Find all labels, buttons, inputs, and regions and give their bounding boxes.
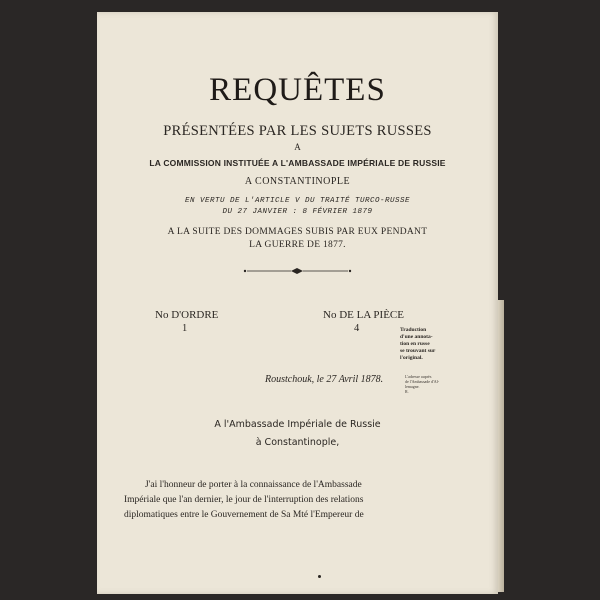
document-title: REQUÊTES [209,72,386,108]
piece-label: No DE LA PIÈCE [323,309,404,321]
city-line: A CONSTANTINOPLE [244,176,351,187]
damages-line-1: A LA SUITE DES DOMMAGES SUBIS PAR EUX PENDANT [167,227,428,237]
page-dot [318,575,321,578]
paragraph-line-2: Impériale que l'an dernier, le jour de l'interruption des relations [124,495,364,505]
margin-line: tion en russe [400,341,430,347]
place-date: Roustchouk, le 27 Avril 1878. [265,374,384,385]
treaty-line-2: DU 27 JANVIER : 8 FÉVRIER 1879 [222,208,373,216]
ordre-value: 1 [182,323,188,334]
address-line-2: à Constantinople, [255,437,340,448]
preposition: A [294,142,301,152]
margin-line: se trouvant sur [400,348,436,354]
commission-line: LA COMMISSION INSTITUÉE A L'AMBASSADE IMPÉRIALE DE RUSSIE [149,158,446,168]
margin-line: d'une annota- [400,334,433,340]
treaty-line-1: EN VERTU DE L'ARTICLE V DU TRAITÉ TURCO-RUSSE [184,197,411,205]
page-edge [498,300,504,592]
paragraph-line-3: diplomatiques entre le Gouvernement de Sa Mté l'Empereur de [124,510,364,520]
document-subtitle: PRÉSENTÉES PAR LES SUJETS RUSSES [163,123,432,139]
margin-small-line: lemagne. [405,384,420,389]
ordre-label: No D'ORDRE [155,309,219,321]
address-line-1: A l'Ambassade Impériale de Russie [214,419,381,430]
ornament-divider [97,267,498,275]
margin-small-note [405,374,480,394]
margin-small-line: L'adresse auprès [405,374,432,379]
margin-line: Traduction [400,327,427,333]
document-page [97,12,498,594]
margin-annotation [400,327,480,362]
margin-small-line: R. [405,389,409,394]
piece-value: 4 [354,323,360,334]
paragraph-line-1: J'ai l'honneur de porter à la connaissance de l'Ambassade [145,480,362,490]
damages-line-2: LA GUERRE DE 1877. [249,240,346,250]
margin-line: l'original. [400,355,423,361]
margin-small-line: de l'Ambassade d'Al- [405,379,440,384]
